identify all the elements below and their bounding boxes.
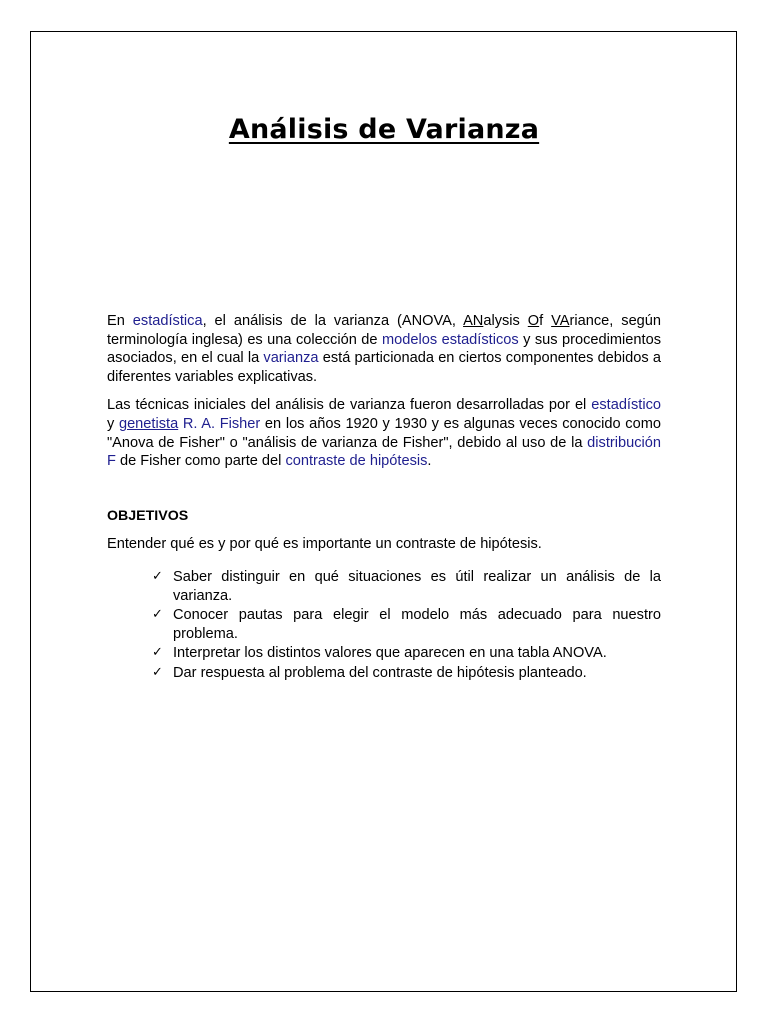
- text-run: .: [427, 453, 432, 470]
- text-run: y sus procedimientos asociados, en el cual la: [107, 331, 662, 367]
- link-varianza[interactable]: varianza: [263, 350, 319, 367]
- text-run: , el análisis de la varianza (ANOVA,: [202, 313, 464, 329]
- list-item: [152, 664, 661, 683]
- check-icon: ✓: [152, 664, 163, 680]
- text-run: está particionada en ciertos componentes debidos a diferentes variables explicativas.: [107, 350, 661, 385]
- text-run: alysis: [483, 313, 528, 329]
- text-run: de Fisher como parte del: [115, 453, 286, 470]
- link-estadistico[interactable]: estadístico: [591, 397, 661, 414]
- text-run: en los años 1920 y 1930 y es algunas veces conocido como "Anova de Fisher" o "análisis de varianza de Fisher", debido al uso de la: [107, 415, 661, 451]
- text-run: En: [107, 313, 133, 329]
- underlined-letters: VA: [551, 313, 570, 329]
- link-estadistica[interactable]: estadística: [132, 313, 203, 329]
- text-run: Las técnicas iniciales del análisis de varianza fueron desarrolladas por el: [107, 397, 592, 414]
- list-item: [152, 606, 661, 643]
- text-run: y: [107, 415, 119, 432]
- paragraph-history: [107, 396, 661, 470]
- objectives-intro: Entender qué es y por qué es importante un contraste de hipótesis.: [107, 536, 542, 553]
- objectives-list: [107, 568, 661, 683]
- objectives-heading: OBJETIVOS: [107, 507, 189, 524]
- paragraph-intro: [107, 312, 661, 386]
- objective-text: Interpretar los distintos valores que aparecen en una tabla ANOVA.: [173, 645, 607, 662]
- objective-text: Conocer pautas para elegir el modelo más adecuado para nuestro problema.: [173, 607, 661, 642]
- objective-text: Dar respuesta al problema del contraste de hipótesis planteado.: [173, 664, 587, 681]
- check-icon: ✓: [152, 607, 163, 623]
- check-icon: ✓: [152, 645, 163, 661]
- link-fisher[interactable]: R. A. Fisher: [182, 415, 261, 432]
- link-distribucion-f[interactable]: distribución F: [107, 434, 661, 470]
- text-run: riance, según terminología inglesa) es una colección de: [107, 313, 662, 348]
- link-genetista[interactable]: genetista: [118, 415, 179, 432]
- list-item: [152, 644, 661, 663]
- document-title: Análisis de Varianza: [228, 114, 540, 146]
- underlined-letters: O: [527, 313, 540, 329]
- underlined-letters: AN: [463, 313, 484, 329]
- link-modelos-estadisticos[interactable]: modelos estadísticos: [381, 331, 519, 348]
- objective-text: Saber distinguir en qué situaciones es útil realizar un análisis de la varianza.: [173, 568, 661, 604]
- list-item: [152, 568, 661, 605]
- text-run: f: [539, 313, 552, 329]
- link-contraste-hipotesis[interactable]: contraste de hipótesis: [285, 453, 428, 470]
- check-icon: ✓: [152, 568, 163, 584]
- document-body: [107, 312, 661, 684]
